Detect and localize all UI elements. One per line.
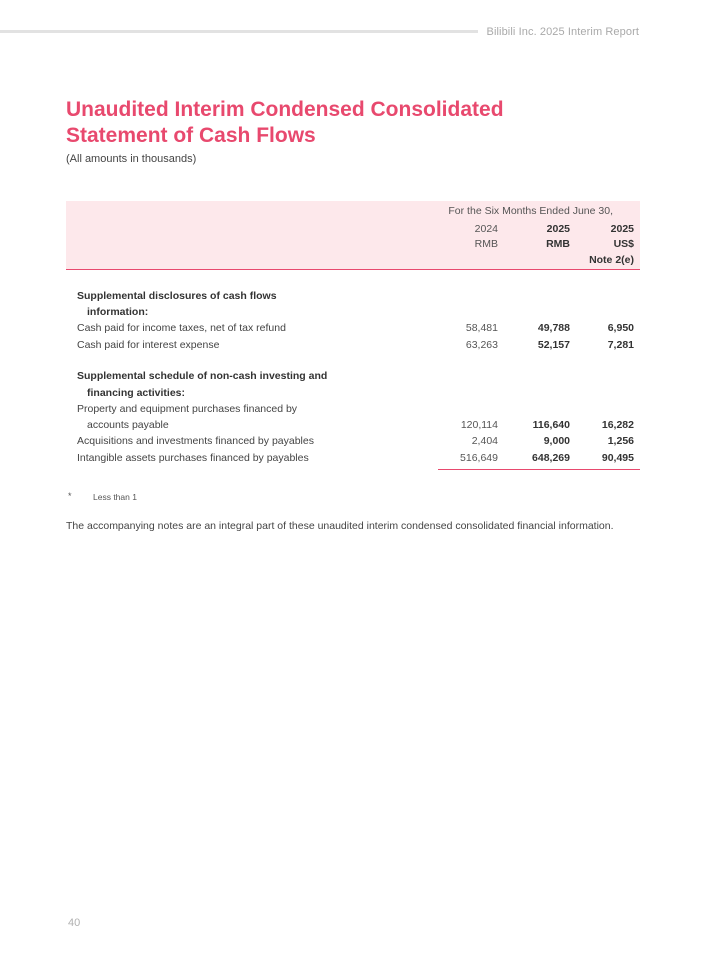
value-2024-rmb: 63,263: [465, 339, 498, 351]
row-label: Cash paid for interest expense: [77, 339, 220, 351]
section-heading: [66, 290, 640, 306]
value-2025-usd: 7,281: [607, 339, 634, 351]
value-2024-rmb: 516,649: [460, 452, 498, 464]
row-label: Intangible assets purchases financed by payables: [77, 452, 309, 464]
total-rule: [438, 469, 640, 470]
value-2025-usd: 16,282: [601, 419, 634, 431]
section-heading-line-1: Supplemental disclosures of cash flows: [77, 290, 277, 302]
table-header: [66, 201, 640, 270]
value-2025-usd: 1,256: [607, 435, 634, 447]
col-3-currency: US$: [613, 238, 634, 250]
row-label: Cash paid for income taxes, net of tax refund: [77, 322, 286, 334]
title-line-1: Unaudited Interim Condensed Consolidated: [66, 98, 504, 121]
col-2-currency: RMB: [546, 238, 570, 250]
title-line-2: Statement of Cash Flows: [66, 124, 316, 147]
cash-flow-table: [66, 201, 640, 464]
footnote-text: Less than 1: [93, 492, 137, 502]
page-title: [66, 97, 504, 149]
value-2025-rmb: 648,269: [532, 452, 570, 464]
col-3-note: Note 2(e): [589, 254, 634, 266]
value-2024-rmb: 120,114: [460, 419, 498, 431]
table-row: [66, 452, 640, 468]
value-2025-rmb: 52,157: [537, 339, 570, 351]
section-heading: [66, 370, 640, 386]
table-row: [66, 339, 640, 355]
accompanying-note: The accompanying notes are an integral part of these unaudited interim condensed consolidated financial information.: [66, 520, 614, 532]
value-2025-usd: 90,495: [601, 452, 634, 464]
section-heading-line-2: information:: [87, 306, 149, 318]
running-header: Bilibili Inc. 2025 Interim Report: [486, 26, 639, 38]
col-2-year: 2025: [546, 223, 570, 235]
row-label-line-1: Property and equipment purchases financed by: [77, 403, 298, 415]
section-heading-line-1: Supplemental schedule of non-cash investing and: [77, 370, 328, 382]
table-row: [66, 419, 640, 435]
table-row: [66, 322, 640, 338]
col-1-currency: RMB: [474, 238, 498, 250]
value-2025-rmb: 116,640: [532, 419, 570, 431]
col-1-year: 2024: [474, 223, 498, 235]
section-heading: [66, 387, 640, 403]
value-2025-rmb: 49,788: [537, 322, 570, 334]
page-number: 40: [68, 917, 81, 929]
col-3-year: 2025: [610, 223, 634, 235]
section-heading-line-2: financing activities:: [87, 387, 186, 399]
period-heading: For the Six Months Ended June 30,: [448, 205, 613, 217]
page-subtitle: (All amounts in thousands): [66, 153, 197, 165]
value-2024-rmb: 2,404: [471, 435, 498, 447]
value-2025-rmb: 9,000: [543, 435, 570, 447]
row-label: Acquisitions and investments financed by payables: [77, 435, 314, 447]
table-row: [66, 403, 640, 419]
value-2025-usd: 6,950: [607, 322, 634, 334]
section-heading: [66, 306, 640, 322]
row-label-line-2: accounts payable: [87, 419, 169, 431]
footnote-marker: *: [68, 491, 72, 501]
table-row: [66, 435, 640, 451]
value-2024-rmb: 58,481: [465, 322, 498, 334]
header-rule: [0, 30, 478, 33]
